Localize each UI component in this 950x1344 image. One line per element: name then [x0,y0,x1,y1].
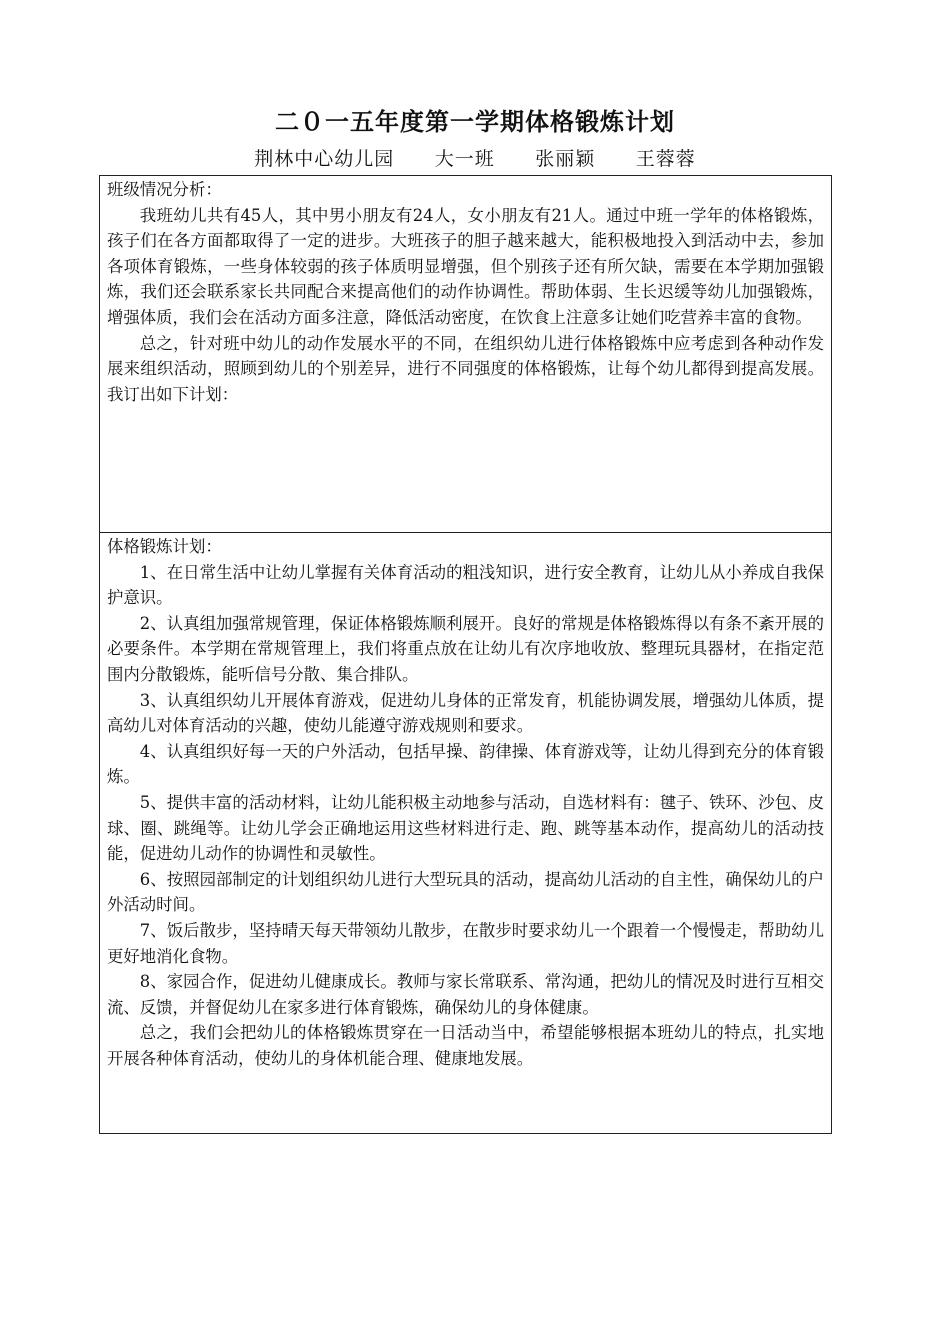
page-subtitle [0,145,950,173]
plan-item: 7、饭后散步，坚持晴天每天带领幼儿散步，在散步时要求幼儿一个跟着一个慢慢走，帮助幼儿更好地消化食物。 [107,920,824,966]
exercise-plan-section [100,533,831,1133]
school-name: 荆林中心幼儿园 [254,148,395,170]
teacher-name-2: 王蓉蓉 [635,148,696,170]
plan-item: 1、在日常生活中让幼儿掌握有关体育活动的粗浅知识，进行安全教育，让幼儿从小养成自我保护意识。 [107,562,824,608]
page-title: 二０一五年度第一学期体格锻炼计划 [275,108,675,136]
plan-item: 5、提供丰富的活动材料，让幼儿能积极主动地参与活动，自选材料有：毽子、铁环、沙包、皮球、圈、跳绳等。让幼儿学会正确地运用这些材料进行走、跑、跳等基本动作，提高幼儿的活动技能，促进幼儿动作的协调性和灵敏性。 [107,792,824,864]
plan-item: 3、认真组织幼儿开展体育游戏，促进幼儿身体的正常发育，机能协调发展，增强幼儿体质，提高幼儿对体育活动的兴趣，使幼儿能遵守游戏规则和要求。 [107,690,824,736]
class-analysis-heading: 班级情况分析： [107,180,222,199]
exercise-plan-heading: 体格锻炼计划： [107,537,222,556]
analysis-paragraph: 总之，针对班中幼儿的动作发展水平的不同，在组织幼儿进行体格锻炼中应考虑到各种动作发展来组织活动，照顾到幼儿的个别差异，进行不同强度的体格锻炼，让每个幼儿都得到提高发展。我订出如下计划： [107,333,824,404]
plan-item: 6、按照园部制定的计划组织幼儿进行大型玩具的活动，提高幼儿活动的自主性，确保幼儿的户外活动时间。 [107,869,824,915]
plan-item: 4、认真组织好每一天的户外活动，包括早操、韵律操、体育游戏等，让幼儿得到充分的体育锻炼。 [107,741,824,787]
class-analysis-section [100,176,831,533]
plan-table [99,175,832,1134]
plan-item: 2、认真组加强常规管理，保证体格锻炼顺利展开。良好的常规是体格锻炼得以有条不紊开展的必要条件。本学期在常规管理上，我们将重点放在让幼儿有次序地收放、整理玩具器材，在指定范围内分散锻炼，能听信号分散、集合排队。 [107,613,824,684]
class-name: 大一班 [434,148,495,170]
analysis-paragraph: 我班幼儿共有45人，其中男小朋友有24人，女小朋友有21人。通过中班一学年的体格锻炼，孩子们在各方面都取得了一定的进步。大班孩子的胆子越来越大，能积极地投入到活动中去，参加各项体育锻炼，一些身体较弱的孩子体质明显增强，但个别孩子还有所欠缺，需要在本学期加强锻炼，我们还会联系家长共同配合来提高他们的动作协调性。帮助体弱、生长迟缓等幼儿加强锻炼，增强体质，我们会在活动方面多注意，降低活动密度，在饮食上注意多让她们吃营养丰富的食物。 [107,205,824,327]
plan-item: 8、家园合作，促进幼儿健康成长。教师与家长常联系、常沟通，把幼儿的情况及时进行互相交流、反馈，并督促幼儿在家多进行体育锻炼，确保幼儿的身体健康。 [107,972,824,1017]
plan-conclusion: 总之，我们会把幼儿的体格锻炼贯穿在一日活动当中，希望能够根据本班幼儿的特点，扎实地开展各种体育活动，使幼儿的身体机能合理、健康地发展。 [107,1023,824,1068]
teacher-name-1: 张丽颖 [535,148,596,170]
